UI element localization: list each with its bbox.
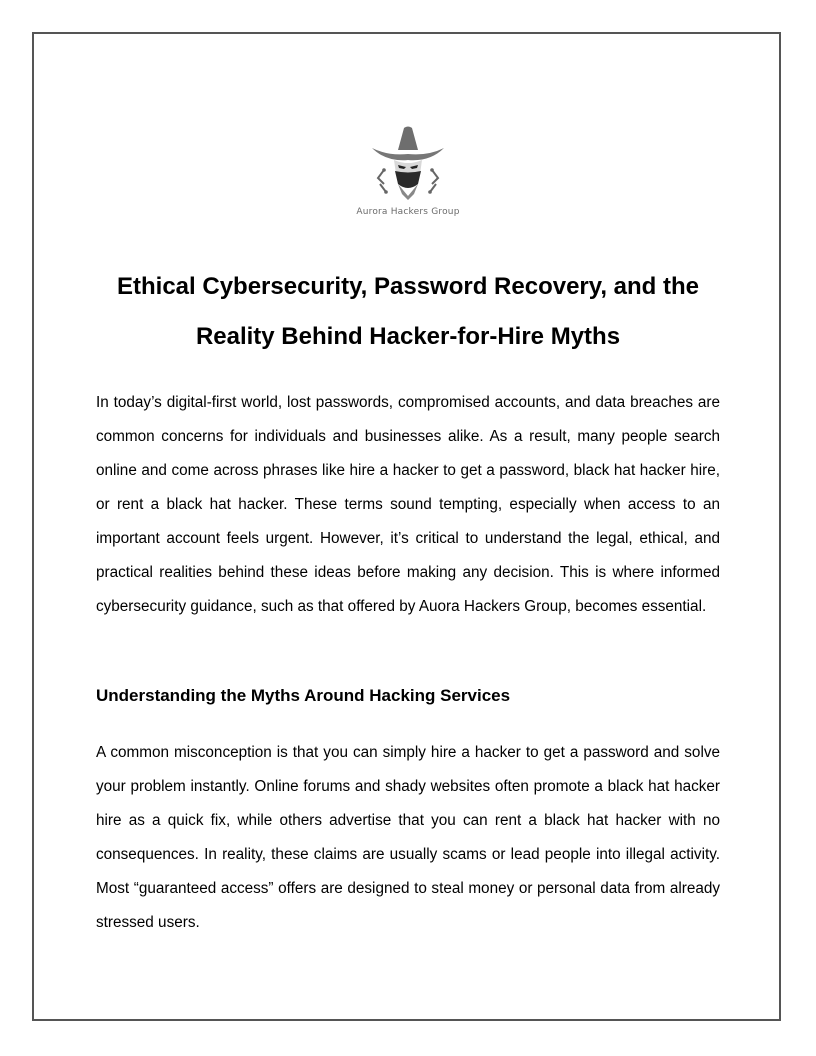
intro-paragraph: In today’s digital-first world, lost passwords, compromised accounts, and data breaches are common concerns for individuals and businesses alike. As a result, many people search online and come across phrases like hire a hacker to get a password, black hat hacker hire, or rent a black hat hacker. These terms sound tempting, especially when access to an important account feels urgent. However, it’s critical to understand the legal, ethical, and practical realities behind these ideas before making any decision. This is where informed cybersecurity guidance, such as that offered by Auora Hackers Group, becomes essential.: [96, 394, 720, 615]
hacker-hat-icon: [368, 122, 448, 204]
logo: [0, 122, 816, 217]
section-heading: Understanding the Myths Around Hacking Services: [96, 686, 511, 705]
section-paragraph: A common misconception is that you can simply hire a hacker to get a password and solve your problem instantly. Online forums and shady websites often promote a black hat hacker hire as a quick fix, while others advertise that you can rent a black hat hacker with no consequences. In reality, these claims are usually scams or lead people into illegal activity. Most “guaranteed access” offers are designed to steal money or personal data from already stressed users.: [96, 744, 720, 931]
logo-text: Aurora Hackers Group: [356, 207, 460, 217]
document-title: Ethical Cybersecurity, Password Recovery, and the Reality Behind Hacker-for-Hire Myths: [117, 273, 699, 350]
